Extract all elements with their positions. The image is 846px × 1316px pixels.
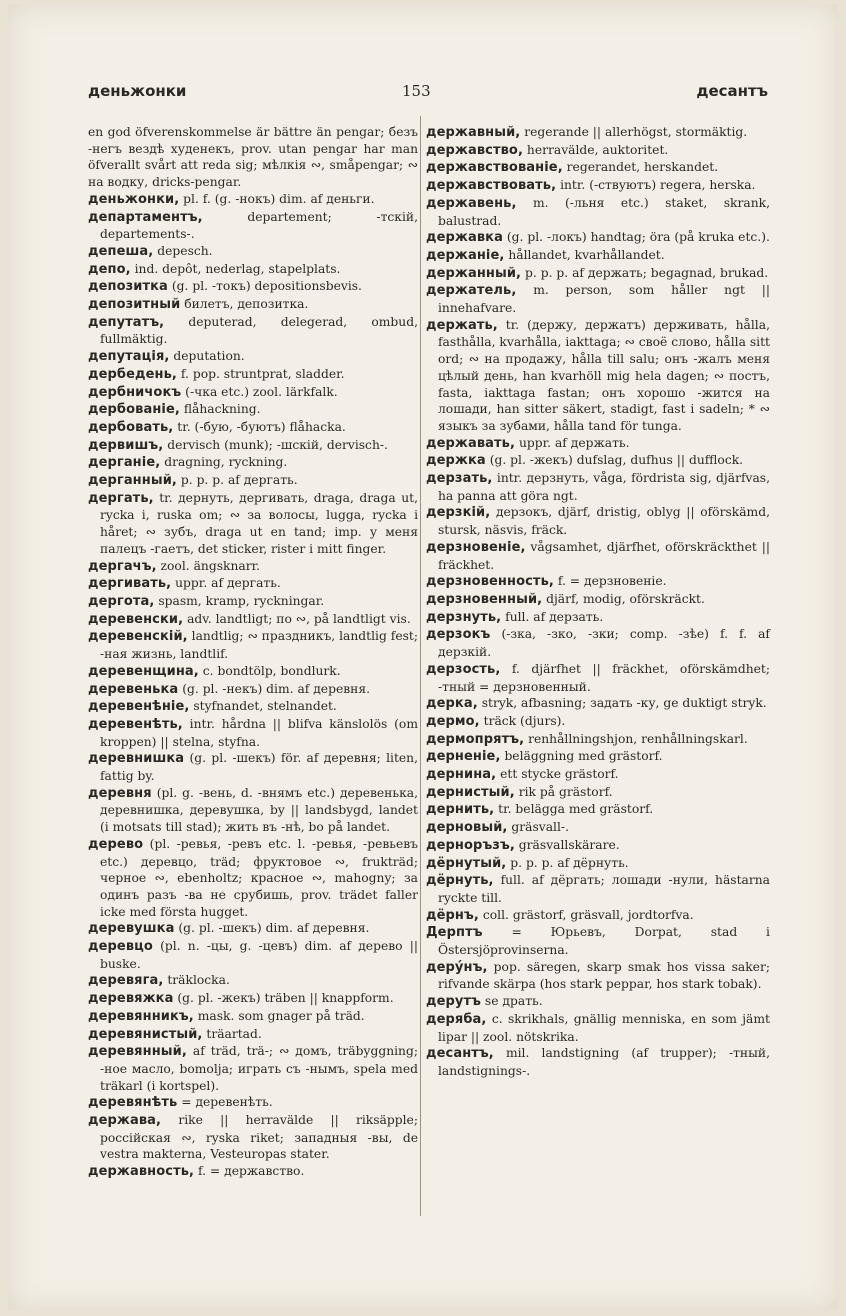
entry-headword: депозитный: [88, 297, 181, 313]
entry-headword: дербничокъ: [88, 384, 182, 400]
entry-definition: rik på grästorf.: [518, 784, 613, 799]
entry-headword: дерзость,: [426, 661, 501, 677]
dictionary-entry: [88, 209, 418, 243]
dictionary-entry: [88, 836, 418, 921]
entry-definition: adv. landtligt; по ∾, på landtligt vis.: [187, 611, 411, 626]
entry-definition: full. af дёргать; лошади -нули, hästarna ryckte till.: [438, 873, 770, 905]
entry-headword: державствованіе,: [426, 160, 563, 176]
entry-definition: (-чка etc.) zool. lärkfalk.: [185, 384, 338, 399]
dictionary-entry: [88, 628, 418, 662]
entry-headword: державный,: [426, 125, 521, 140]
entry-headword: державень,: [426, 195, 517, 211]
dictionary-entry: [88, 750, 418, 784]
entry-definition: p. p. p. af дёрнуть.: [510, 855, 629, 870]
entry-headword: деревянный,: [88, 1044, 187, 1060]
dictionary-entry: [88, 785, 418, 836]
entry-definition: (-зка, -зко, -зки; comp. -зѣе) f. f. af дерзкій.: [438, 627, 770, 660]
entry-headword: державать,: [426, 435, 516, 451]
entry-headword: деревенски,: [88, 611, 184, 627]
entry-headword: дерненіе,: [426, 749, 501, 765]
entry-headword: дерзновенность,: [426, 574, 554, 590]
entry-definition: (g. pl. -токъ) depositionsbevis.: [171, 279, 362, 294]
entry-headword: деревня: [88, 785, 152, 801]
dictionary-entry: [426, 748, 770, 766]
dictionary-entry: [88, 972, 418, 990]
entry-definition: renhållningshjon, renhållningskarl.: [528, 731, 748, 746]
dictionary-entry: [426, 695, 770, 713]
entry-headword: деревянистый,: [88, 1026, 203, 1042]
entry-headword: деревяга,: [88, 973, 164, 989]
entry-headword: державность,: [88, 1164, 195, 1180]
entry-headword: дерноръзъ,: [426, 837, 515, 853]
dictionary-entry: [426, 784, 770, 802]
entry-headword: дерзать,: [426, 471, 493, 487]
entry-definition: m. person, som håller ngt || innehafvare.: [438, 283, 770, 316]
dictionary-entry: [88, 490, 418, 558]
dictionary-entry: [88, 261, 418, 279]
entry-headword: деревяжка: [88, 991, 174, 1007]
dictionary-entry: [88, 1094, 418, 1112]
entry-definition: dragning, ryckning.: [164, 455, 288, 470]
dictionary-entry: [426, 609, 770, 627]
dictionary-entry: [88, 472, 418, 490]
entry-headword: деревянникъ,: [88, 1008, 194, 1024]
dictionary-entry: [426, 229, 770, 247]
entry-definition: träartad.: [206, 1026, 262, 1041]
dictionary-entry: [88, 348, 418, 366]
entry-headword: депозитка: [88, 279, 168, 295]
entry-headword: дергать,: [88, 490, 154, 506]
entry-headword: деревенщина,: [88, 663, 199, 679]
dictionary-entry: [426, 837, 770, 855]
entry-definition: hållandet, kvarhållandet.: [508, 247, 665, 262]
page-number: 153: [402, 82, 431, 100]
entry-headword: державство,: [426, 142, 523, 158]
entry-definition: m. (-льня etc.) staket, skrank, balustrad.: [438, 195, 770, 228]
entry-definition: tr. belägga med grästorf.: [498, 802, 654, 817]
entry-definition: c. bondtölp, bondlurk.: [202, 663, 341, 678]
entry-headword: держаніе,: [426, 247, 505, 263]
dictionary-entry: [88, 1008, 418, 1026]
entry-headword: депутатъ,: [88, 314, 165, 330]
entry-definition: regerandet, herskandet.: [566, 160, 719, 175]
dictionary-entry: [426, 142, 770, 160]
dictionary-entry: [426, 731, 770, 749]
entry-headword: держка: [426, 453, 486, 469]
entry-headword: державствовать,: [426, 178, 557, 194]
dictionary-entry: [426, 872, 770, 906]
entry-definition: intr. (-ствуютъ) regera, herska.: [560, 178, 756, 193]
dictionary-entry: [426, 124, 770, 142]
dictionary-entry: [426, 282, 770, 316]
entry-headword: держать,: [426, 317, 498, 333]
entry-headword: держава,: [88, 1113, 162, 1129]
entry-definition: mil. landstigning (af trupper); -тный, landstignings-.: [438, 1046, 770, 1078]
dictionary-entry: [88, 716, 418, 750]
left-running-head: деньжонки: [88, 82, 187, 100]
entry-headword: дёрнуть,: [426, 873, 494, 889]
dictionary-entry: [426, 819, 770, 837]
entry-definition: intr. hårdna || blifva känslolös (om kroppen) || stelna, styfna.: [100, 716, 418, 749]
entry-definition: uppr. af дергать.: [175, 576, 281, 591]
dictionary-entry: [426, 539, 770, 573]
entry-definition: djärf, modig, oförskräckt.: [546, 591, 705, 606]
entry-headword: деревенѣніе,: [88, 699, 190, 715]
dictionary-entry: [88, 593, 418, 611]
entry-headword: дерево: [88, 836, 144, 852]
entry-definition: ind. depôt, nederlag, stapelplats.: [134, 261, 341, 276]
entry-headword: дёрнъ,: [426, 907, 479, 923]
dictionary-entry: [426, 159, 770, 177]
entry-definition: stryk, afbasning; задать -ку, ge duktigt stryk.: [481, 696, 767, 711]
entry-headword: депутація,: [88, 349, 170, 365]
dictionary-entry: [426, 713, 770, 731]
entry-definition: tr. (-бую, -буютъ) flåhacka.: [177, 419, 346, 434]
entry-definition: spasm, kramp, ryckningar.: [158, 593, 325, 608]
entry-headword: дергота,: [88, 593, 155, 609]
entry-definition: f. = дерзновеніе.: [557, 574, 667, 589]
entry-definition: (pl. g. -вень, d. -внямъ etc.) деревенька, деревнишка, деревушка, by || landsbygd, landet (i motsats till stad); жить въ -нѣ, bo på landet.: [100, 785, 418, 835]
entry-definition: (g. pl. -некъ) dim. af деревня.: [182, 681, 371, 696]
dictionary-entry: [88, 575, 418, 593]
entry-definition: coll. grästorf, gräsvall, jordtorfva.: [482, 907, 694, 922]
entry-definition: ett stycke grästorf.: [500, 767, 619, 782]
entry-definition: p. p. p. af дергать.: [180, 473, 298, 488]
entry-definition: departement; -тскій, departements-.: [100, 209, 418, 242]
entry-definition: pop. säregen, skarp smak hos vissa saker; rifvande skärpa (hos stark peppar, hos stark tobak).: [438, 959, 770, 992]
entry-definition: rike || herravälde || riksäpple; россійская ∾, ryska riket; западныя -вы, de vestra makterna, Vesteuropas stater.: [100, 1113, 418, 1162]
entry-headword: деру́нъ,: [426, 959, 488, 975]
entry-headword: деревенскій,: [88, 629, 188, 645]
entry-headword: деревенѣть,: [88, 716, 183, 732]
entry-headword: депо,: [88, 261, 131, 277]
entry-headword: деревенька: [88, 681, 179, 697]
dictionary-entry: [426, 855, 770, 873]
entry-definition: full. af дерзать.: [505, 609, 604, 624]
entry-definition: (pl. n. -цы, g. -цевъ) dim. af дерево || buske.: [100, 939, 418, 971]
dictionary-entry: [88, 1112, 418, 1163]
entry-headword: дерутъ: [426, 994, 481, 1010]
entry-headword: держатель,: [426, 283, 517, 299]
dictionary-entry: [426, 1045, 770, 1079]
entry-headword: дерзкій,: [426, 505, 491, 521]
dictionary-entry: [88, 278, 418, 296]
entry-definition: mask. som gnager på träd.: [197, 1008, 365, 1023]
entry-headword: департаментъ,: [88, 209, 203, 225]
dictionary-entry: [426, 661, 770, 695]
entry-definition: zool. ängsknarr.: [160, 558, 261, 573]
entry-headword: дерганный,: [88, 473, 177, 489]
dictionary-entry: [426, 195, 770, 229]
entry-definition: (pl. -ревья, -ревъ etc. l. -ревья, -ревьевъ etc.) деревцо, träd; фруктовое ∾, frukträd; черное ∾, ebenholtz; красное ∾, mahogny; за одинъ разъ -ва не срубишь, prov. trädet faller icke med första hugget.: [100, 836, 418, 919]
dictionary-entry: [426, 959, 770, 993]
entry-headword: деревцо: [88, 939, 153, 955]
dictionary-entry: [426, 504, 770, 538]
entry-definition: se драть.: [484, 994, 543, 1009]
dictionary-entry: [88, 681, 418, 699]
dictionary-entry: [426, 801, 770, 819]
entry-definition: depesch.: [157, 243, 213, 258]
dictionary-entry: [426, 435, 770, 453]
entry-headword: дервишъ,: [88, 437, 164, 453]
dictionary-entry: [426, 907, 770, 925]
entry-definition: p. p. p. af держать; begagnad, brukad.: [525, 265, 769, 280]
dictionary-entry: [426, 470, 770, 504]
column-divider: [420, 116, 421, 1216]
entry-headword: десантъ,: [426, 1046, 494, 1062]
entry-definition: gräsvall-.: [511, 820, 569, 835]
dictionary-entry: [88, 611, 418, 629]
entry-headword: деревнишка: [88, 751, 185, 767]
entry-headword: дернить,: [426, 802, 495, 818]
dictionary-entry: [88, 243, 418, 261]
dictionary-entry: [88, 296, 418, 314]
entry-headword: дернистый,: [426, 784, 515, 800]
entry-definition: träklocka.: [167, 973, 230, 988]
entry-definition: (g. pl. -локъ) handtag; öra (på kruka etc.).: [506, 230, 770, 245]
dictionary-entry: [88, 663, 418, 681]
dictionary-entry: [88, 366, 418, 384]
dictionary-entry: [88, 419, 418, 437]
entry-headword: дернина,: [426, 767, 497, 783]
dictionary-entry: [88, 384, 418, 402]
entry-headword: дерзновеніе,: [426, 539, 526, 555]
dictionary-entry: [426, 317, 770, 435]
entry-headword: дермо,: [426, 713, 480, 729]
entry-definition: deputation.: [173, 349, 245, 364]
entry-definition: af träd, trä-; ∾ домъ, träbyggning; -ное масло, bomolja; играть съ -нымъ, spela med träkarl (i kortspel).: [100, 1044, 418, 1093]
dictionary-entry: [426, 993, 770, 1011]
entry-definition: (g. pl. -шекъ) dim. af деревня.: [178, 921, 370, 936]
entry-definition: en god öfverenskommelse är bättre än pengar; безъ -негъ вездѣ худенекъ, prov. utan pengar har man öfverallt svårt att reda sig; мѣлкія ∾, småpengar; ∾ на водку, dricks-pengar.: [88, 125, 418, 190]
dictionary-entry: [88, 437, 418, 455]
entry-definition: flåhackning.: [183, 402, 261, 417]
entry-definition: c. skrikhals, gnällig menniska, en som jämt lipar || zool. nötskrika.: [438, 1011, 770, 1044]
dictionary-entry: [88, 1026, 418, 1044]
dictionary-entry: [88, 124, 418, 191]
dictionary-entry: [88, 401, 418, 419]
entry-headword: дерзокъ: [426, 627, 491, 643]
dictionary-entry: [426, 177, 770, 195]
dictionary-entry: [426, 591, 770, 609]
entry-headword: держанный,: [426, 265, 522, 281]
entry-definition: intr. дерзнуть, våga, fördrista sig, djärfvas, ha panna att göra ngt.: [438, 471, 770, 503]
entry-definition: билетъ, депозитка.: [184, 297, 309, 312]
entry-headword: дербовать,: [88, 419, 174, 435]
entry-definition: = Юрьевъ, Dorpat, stad i Östersjöprovinserna.: [438, 925, 770, 958]
entry-definition: uppr. af держать.: [518, 435, 630, 450]
entry-definition: (g. pl. -жекъ) träben || knappform.: [177, 991, 394, 1006]
entry-headword: дергачъ,: [88, 558, 157, 574]
entry-definition: f. = державство.: [198, 1164, 305, 1179]
dictionary-entry: [88, 990, 418, 1008]
entry-definition: (g. pl. -шекъ) för. af деревня; liten, fattig by.: [100, 751, 418, 784]
entry-headword: дергивать,: [88, 576, 172, 592]
entry-definition: pl. f. (g. -нокъ) dim. af деньги.: [183, 191, 375, 206]
entry-headword: дерзнуть,: [426, 609, 502, 625]
entry-definition: deputerad, delegerad, ombud, fullmäktig.: [100, 314, 418, 347]
entry-headword: Дерптъ: [426, 925, 483, 941]
entry-definition: styfnandet, stelnandet.: [193, 699, 337, 714]
entry-definition: tr. (держу, держатъ) держивать, hålla, fasthålla, kvarhålla, iakttaga; ∾ своё слово, hålla sitt ord; ∾ на продажу, hålla till salu; онъ -жалъ меня цѣлый день, han kvarhöll mig hela dagen; ∾ постъ, fasta, iakttaga fastan; онъ хорошо -жится на лошади, han sitter säkert, stadigt, fast i sadeln; * ∾ языкъ за зубами, hålla tand för tunga.: [438, 317, 770, 433]
entry-headword: депеша,: [88, 243, 154, 259]
entry-definition: regerande || allerhögst, stormäktig.: [524, 125, 748, 139]
page-header: [88, 82, 768, 108]
entry-headword: деньжонки,: [88, 191, 180, 207]
entry-headword: дерновый,: [426, 820, 508, 836]
entry-headword: деряба,: [426, 1011, 487, 1027]
dictionary-entry: [426, 766, 770, 784]
entry-definition: дерзокъ, djärf, dristig, oblyg || oförskämd, stursk, näsvis, fräck.: [438, 505, 770, 538]
entry-definition: landtlig; ∾ праздникъ, landtlig fest; -ная жизнь, landtlif.: [100, 629, 418, 662]
right-column: [426, 124, 770, 1080]
entry-headword: дербованіе,: [88, 402, 180, 418]
entry-headword: дербедень,: [88, 366, 177, 382]
dictionary-entry: [426, 626, 770, 660]
right-running-head: десантъ: [696, 82, 768, 100]
dictionary-entry: [426, 924, 770, 958]
dictionary-entry: [88, 1043, 418, 1094]
dictionary-entry: [88, 191, 418, 209]
entry-definition: träck (djurs).: [483, 713, 566, 728]
entry-definition: f. pop. struntprat, sladder.: [180, 366, 345, 381]
dictionary-entry: [426, 1011, 770, 1045]
entry-headword: деревушка: [88, 921, 175, 937]
dictionary-entry: [88, 558, 418, 576]
entry-headword: дерзновенный,: [426, 591, 543, 607]
dictionary-entry: [88, 314, 418, 348]
dictionary-entry: [88, 1163, 418, 1181]
dictionary-entry: [426, 573, 770, 591]
dictionary-entry: [88, 454, 418, 472]
entry-definition: tr. дернуть, дергивать, draga, draga ut, rycka i, ruska om; ∾ за волосы, lugga, rycka i håret; ∾ зубъ, draga ut en tand; imp. у меня палецъ -гаетъ, det sticker, rister i mitt finger.: [100, 490, 418, 556]
dictionary-entry: [88, 938, 418, 972]
entry-definition: f. djärfhet || fräckhet, oförskämdhet; -тный = дерзновенный.: [438, 661, 770, 694]
entry-definition: vågsamhet, djärfhet, oförskräckthet || fräckhet.: [438, 539, 770, 572]
left-column: [88, 124, 418, 1181]
dictionary-page: [8, 4, 838, 1310]
entry-headword: державка: [426, 230, 503, 246]
entry-definition: beläggning med grästorf.: [504, 749, 663, 764]
entry-headword: дермопрятъ,: [426, 731, 525, 747]
dictionary-entry: [88, 920, 418, 938]
entry-definition: = деревенѣть.: [181, 1095, 273, 1110]
dictionary-entry: [426, 452, 770, 470]
entry-headword: дерка,: [426, 696, 478, 712]
entry-headword: дёрнутый,: [426, 855, 507, 871]
dictionary-entry: [88, 698, 418, 716]
entry-definition: herravälde, auktoritet.: [526, 142, 669, 157]
entry-definition: (g. pl. -жекъ) dufslag, dufhus || dufflock.: [489, 453, 744, 468]
entry-definition: gräsvallskärare.: [518, 837, 620, 852]
dictionary-entry: [426, 247, 770, 265]
entry-definition: dervisch (munk); -шскій, dervisch-.: [167, 437, 388, 452]
entry-headword: деревянѣть: [88, 1095, 178, 1111]
dictionary-entry: [426, 265, 770, 283]
entry-headword: дерганіе,: [88, 455, 161, 471]
